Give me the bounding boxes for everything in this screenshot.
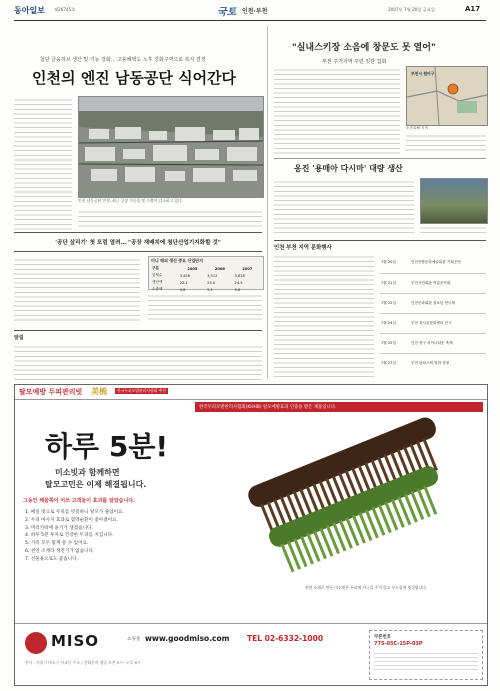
ad-headline: 하루 5분! <box>45 430 169 463</box>
list-item: 3. 머리카락에 윤기가 생겼습니다. <box>25 525 93 531</box>
lead-photo-caption: 인천 남동공단 전경. 최근 공장 가동률 및 수출이 감소하고 있다. <box>78 198 183 203</box>
phone-number: TEL 02-6332-1000 <box>247 634 324 643</box>
map-label: 부천시 원미구 <box>411 71 435 76</box>
stats-table-title: 미니 해외 생산 중요 산업단지 <box>151 258 203 263</box>
stats-cell: 3,512 <box>207 273 218 278</box>
table-row <box>151 279 261 286</box>
list-item: 2. 두피 마사지 효과로 혈액순환이 좋아졌어요. <box>25 517 119 523</box>
issue-number: 제26745호 <box>54 7 76 12</box>
ad-intro: 그동안 해물쪽이 어쓰 고객들이 효과를 알았습니다. <box>23 498 136 504</box>
event-date: 7월 22일 <box>381 300 396 305</box>
lead-headline: 인천의 엔진 남동공단 식어간다 <box>32 69 237 87</box>
stats-cell: 4.8 <box>179 287 186 292</box>
list-item: 7. 선물용으로도 좋습니다. <box>25 556 79 562</box>
location-map <box>406 66 488 126</box>
newspaper-logo: 동아일보 <box>14 6 45 15</box>
map-side-text <box>406 132 486 154</box>
brief-body <box>14 343 262 381</box>
shop-url[interactable]: www.goodmiso.com <box>145 634 230 643</box>
ad-header-bar <box>15 385 487 400</box>
event-date: 7월 21일 <box>381 280 396 285</box>
table-row <box>151 272 261 279</box>
stats-cell: 3,618 <box>234 273 245 278</box>
section-logo: 국토 <box>217 7 237 18</box>
comb-caption: 천연 소재로 만든 미소빗은 두피에 자극을 주지 않고 부드럽게 빗질됩니다. <box>305 585 428 590</box>
ad-subline-2: 탈모고민은 이제 해결됩니다. <box>45 480 147 489</box>
third-story-title: 옹진 '용매아 다시마' 대량 생산 <box>294 164 403 173</box>
side-story-body <box>274 66 400 154</box>
event-name: 인천종합문화예술회관 기획공연 <box>411 260 461 265</box>
lead-body-lower <box>78 208 262 230</box>
lead-body-column <box>14 96 72 230</box>
event-box <box>274 240 486 379</box>
table-row <box>380 273 486 293</box>
coupon-number: 775-05C-15P-03P <box>374 641 423 647</box>
third-story-body <box>274 178 414 236</box>
ad-brand: 탈모예방 두피관리빗 <box>19 388 83 396</box>
stats-col-header: 2007 <box>242 266 253 271</box>
brief-box <box>14 330 262 379</box>
stats-cell: 22.1 <box>179 280 188 285</box>
stats-cell: 생산액 <box>152 280 163 284</box>
side-story-subtitle: 부천 주거지역 주민 잇단 집회 <box>322 59 387 65</box>
ad-address: 본사 : 서울시 마포구 서교동 주소 / 전화문의 평일 오전 9시~오후 6시 <box>25 660 141 665</box>
miso-wordmark: MISO <box>51 632 100 650</box>
masthead <box>0 0 500 22</box>
stats-cell: 업체수 <box>152 273 163 277</box>
kelp-photo <box>420 178 488 224</box>
table-row <box>380 353 486 373</box>
ad-certification-banner <box>195 402 483 412</box>
event-table <box>380 253 486 373</box>
coupon-box <box>369 630 483 680</box>
ad-banner-text: 한국두피모발관리사협회(KHHB) 탈모예방효과 인증을 받은 제품입니다. <box>199 405 337 410</box>
table-row <box>380 293 486 313</box>
lead-kicker: 첨단 금융허브 생산 및 기능 강화... 고용혜택도 노후 강화구역으로 복지 결정 <box>40 57 206 63</box>
event-name: 부천시민회관 여름음악회 <box>411 280 451 285</box>
list-item: 5. 가족 모두 함께 쓸 수 있어요. <box>25 541 89 547</box>
event-box-title: 인천 부천 지역 문화행사 <box>274 245 332 251</box>
list-item: 1. 매일 빗으로 두피를 빗질하니 탈모가 줄었어요. <box>25 510 124 515</box>
side-story-title: "실내스키장 소음에 창문도 못 열어" <box>292 43 436 53</box>
ad-promo-badge: 한국두피모발관리사협회 추천 <box>117 388 166 393</box>
lead-photo <box>78 96 264 198</box>
table-row <box>380 253 486 273</box>
event-date: 7월 24일 <box>381 320 396 325</box>
table-row <box>380 333 486 353</box>
stats-cell: 5.1 <box>207 287 213 292</box>
event-name: 부천 복사골문화센터 전시 <box>411 320 452 325</box>
column-divider <box>267 26 268 378</box>
issue-date: 2007년 7월 20일 금요일 <box>388 7 435 12</box>
lead-subhead-box <box>14 232 262 252</box>
third-story-rule <box>274 158 486 159</box>
coupon-fine-print <box>374 650 478 672</box>
industrial-complex-image <box>79 97 263 197</box>
comb-product-image <box>211 415 483 585</box>
stats-cell: 수출액 <box>152 287 163 291</box>
stats-col-header: 2006 <box>214 266 225 271</box>
stats-col-header: 구분 <box>152 266 159 270</box>
lead-subhead: '공단 살리기' 첫 포럼 열려… "공장 재배치에 첨단산업기지화할 것" <box>55 240 221 246</box>
ad-benefit-list <box>25 509 205 564</box>
lead-body-columns <box>14 256 140 322</box>
ad-subline-1: 미소빗과 함께하면 <box>55 468 120 477</box>
event-date: 7월 20일 <box>381 260 396 265</box>
stats-col-header: 2005 <box>187 266 198 271</box>
event-name: 인천 중구 차이나타운 축제 <box>411 340 453 345</box>
table-row <box>380 313 486 333</box>
list-item: 4. 하루 5분 투자로 건강한 두피를 지킵니다. <box>25 533 114 539</box>
ad-brand-hanja: 美梳 <box>91 387 107 396</box>
masthead-rule <box>14 20 486 21</box>
page-number: A17 <box>465 5 481 13</box>
event-date: 7월 25일 <box>381 340 396 345</box>
event-name: 부천 판타스틱 영화 상영 <box>411 360 450 365</box>
miso-logo <box>25 632 47 654</box>
event-date: 7월 27일 <box>381 360 396 365</box>
ad-footer <box>15 623 487 686</box>
section-name: 인천·부천 <box>242 8 268 15</box>
stats-cell: 5.6 <box>234 287 241 292</box>
event-intro-text <box>274 253 374 377</box>
stats-cell: 23.0 <box>207 280 216 285</box>
list-item: 6. 천연 소재라 정전기가 없습니다. <box>25 548 95 554</box>
coupon-label: 쿠폰번호 <box>374 635 391 640</box>
brief-title: 알림 <box>14 335 24 341</box>
map-caption: 소음피해 지역 <box>406 126 428 130</box>
stats-cell: 24.5 <box>234 280 243 285</box>
stats-table-box <box>148 256 264 290</box>
event-name: 인천문화회관 청소년 연극제 <box>411 300 455 305</box>
bottom-advertisement <box>14 384 488 686</box>
stats-cell: 3,456 <box>179 273 190 278</box>
shop-label: 쇼핑몰 <box>127 637 141 642</box>
stats-table <box>151 265 261 293</box>
kelp-caption <box>420 224 486 236</box>
table-body-text <box>148 292 262 322</box>
